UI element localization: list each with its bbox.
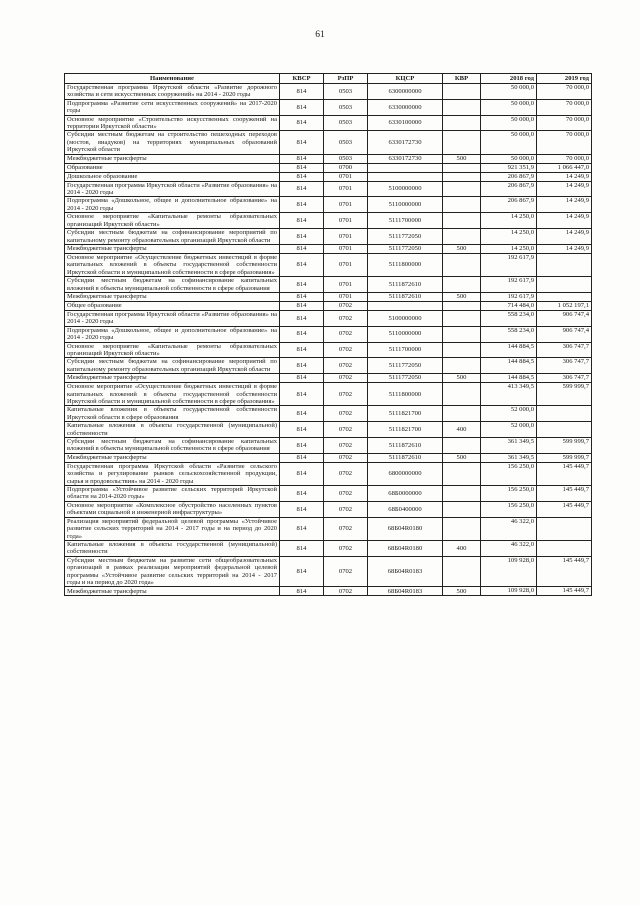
cell-year-2019: 145 449,7 xyxy=(537,556,592,587)
cell-name: Капитальные вложения в объекты государственной (муниципальной) собственности xyxy=(65,422,280,438)
cell-kvsr: 814 xyxy=(280,301,324,310)
cell-kvr xyxy=(443,197,481,213)
table-row xyxy=(65,310,592,326)
cell-kcsr: 5100000000 xyxy=(368,181,443,197)
cell-rzpr: 0702 xyxy=(324,301,368,310)
cell-year-2019 xyxy=(537,277,592,293)
cell-kvr xyxy=(443,358,481,374)
cell-name: Государственная программа Иркутской области «Развитие сельского хозяйства и регулирование рынков сельскохозяйственной продукции, сырья и продовольствия» на 2014 - 2020 годы xyxy=(65,462,280,485)
cell-name: Государственная программа Иркутской области «Развитие дорожного хозяйства и сети искусственных сооружений» на 2014 - 2020 годы xyxy=(65,84,280,100)
table-row xyxy=(65,438,592,454)
cell-name: Основное мероприятие «Капитальные ремонты образовательных организаций Иркутской области» xyxy=(65,213,280,229)
cell-kcsr: 5111772050 xyxy=(368,374,443,383)
cell-year-2019: 14 249,9 xyxy=(537,229,592,245)
cell-kcsr: 5111821700 xyxy=(368,422,443,438)
cell-kvsr: 814 xyxy=(280,181,324,197)
cell-name: Государственная программа Иркутской области «Развитие образования» на 2014 - 2020 годы xyxy=(65,181,280,197)
cell-kvr: 500 xyxy=(443,244,481,253)
cell-name: Субсидии местным бюджетам на софинансирование мероприятий по капитальному ремонту образовательных организаций Иркутской области xyxy=(65,229,280,245)
cell-kcsr: 68Б04R0183 xyxy=(368,587,443,596)
cell-kvsr: 814 xyxy=(280,253,324,276)
cell-name: Капитальные вложения в объекты государственной собственности Иркутской области в сфере образования xyxy=(65,406,280,422)
cell-rzpr: 0702 xyxy=(324,383,368,406)
cell-kvr xyxy=(443,486,481,502)
table-row xyxy=(65,462,592,485)
cell-year-2019: 145 449,7 xyxy=(537,462,592,485)
cell-rzpr: 0701 xyxy=(324,197,368,213)
cell-kvr xyxy=(443,253,481,276)
cell-kvr: 400 xyxy=(443,540,481,556)
cell-name: Субсидии местным бюджетам на софинансирование мероприятий по капитальному ремонту образовательных организаций Иркутской области xyxy=(65,358,280,374)
cell-kcsr: 5111800000 xyxy=(368,383,443,406)
cell-year-2019: 906 747,4 xyxy=(537,326,592,342)
table-row xyxy=(65,197,592,213)
cell-year-2018: 109 928,0 xyxy=(481,587,537,596)
cell-kvr xyxy=(443,163,481,172)
cell-year-2019: 70 000,0 xyxy=(537,84,592,100)
cell-rzpr: 0701 xyxy=(324,244,368,253)
header-name: Наименование xyxy=(65,74,280,84)
cell-year-2019: 599 999,7 xyxy=(537,453,592,462)
cell-year-2018: 206 867,9 xyxy=(481,172,537,181)
cell-kvr: 400 xyxy=(443,422,481,438)
cell-kvsr: 814 xyxy=(280,99,324,115)
cell-year-2019: 1 066 447,0 xyxy=(537,163,592,172)
cell-year-2019: 145 449,7 xyxy=(537,587,592,596)
cell-name: Межбюджетные трансферты xyxy=(65,374,280,383)
table-row xyxy=(65,540,592,556)
cell-year-2018: 50 000,0 xyxy=(481,115,537,131)
cell-year-2018: 921 351,9 xyxy=(481,163,537,172)
table-row xyxy=(65,172,592,181)
cell-year-2018: 558 234,0 xyxy=(481,310,537,326)
cell-name: Подпрограмма «Устойчивое развитие сельских территорий Иркутской области на 2014-2020 годы» xyxy=(65,486,280,502)
cell-kvr: 500 xyxy=(443,154,481,163)
cell-year-2018: 156 250,0 xyxy=(481,486,537,502)
cell-year-2018: 14 250,0 xyxy=(481,244,537,253)
cell-kvsr: 814 xyxy=(280,501,324,517)
table-row xyxy=(65,131,592,154)
budget-table xyxy=(64,73,592,596)
cell-year-2018: 144 884,5 xyxy=(481,374,537,383)
cell-name: Основное мероприятие «Осуществление бюджетных инвестиций в форме капитальных вложений в объекты государственной собственности Иркутской области и муниципальной собственности в сфере образования» xyxy=(65,383,280,406)
cell-kvr xyxy=(443,115,481,131)
cell-kvr: 500 xyxy=(443,374,481,383)
cell-year-2018: 206 867,9 xyxy=(481,181,537,197)
table-row xyxy=(65,342,592,358)
cell-kvsr: 814 xyxy=(280,277,324,293)
cell-kcsr: 5111872610 xyxy=(368,453,443,462)
cell-kvr xyxy=(443,556,481,587)
cell-kcsr xyxy=(368,172,443,181)
table-row xyxy=(65,587,592,596)
header-kvsr: КВСР xyxy=(280,74,324,84)
header-kcsr: КЦСР xyxy=(368,74,443,84)
cell-rzpr: 0702 xyxy=(324,326,368,342)
cell-year-2018: 413 349,5 xyxy=(481,383,537,406)
cell-kvr xyxy=(443,172,481,181)
cell-kcsr: 5111772050 xyxy=(368,229,443,245)
cell-year-2018: 144 884,5 xyxy=(481,342,537,358)
cell-kcsr: 5111821700 xyxy=(368,406,443,422)
table-row xyxy=(65,453,592,462)
table-row xyxy=(65,517,592,540)
cell-kvsr: 814 xyxy=(280,244,324,253)
cell-rzpr: 0701 xyxy=(324,213,368,229)
table-row xyxy=(65,406,592,422)
table-row xyxy=(65,115,592,131)
cell-kvsr: 814 xyxy=(280,131,324,154)
cell-rzpr: 0702 xyxy=(324,342,368,358)
cell-year-2019: 145 449,7 xyxy=(537,486,592,502)
cell-kcsr: 5111800000 xyxy=(368,253,443,276)
cell-name: Межбюджетные трансферты xyxy=(65,292,280,301)
cell-name: Дошкольное образование xyxy=(65,172,280,181)
table-row xyxy=(65,422,592,438)
cell-rzpr: 0503 xyxy=(324,99,368,115)
cell-year-2019: 906 747,4 xyxy=(537,310,592,326)
cell-rzpr: 0503 xyxy=(324,131,368,154)
cell-kvr xyxy=(443,462,481,485)
cell-rzpr: 0702 xyxy=(324,310,368,326)
table-row xyxy=(65,277,592,293)
cell-kcsr: 5111872610 xyxy=(368,277,443,293)
cell-name: Реализация мероприятий федеральной целевой программы «Устойчивое развитие сельских территорий на 2014 - 2017 годы и на период до 2020 года» xyxy=(65,517,280,540)
cell-year-2018: 52 000,0 xyxy=(481,406,537,422)
cell-name: Государственная программа Иркутской области «Развитие образования» на 2014 - 2020 годы xyxy=(65,310,280,326)
table-row xyxy=(65,84,592,100)
cell-rzpr: 0702 xyxy=(324,406,368,422)
cell-year-2018: 46 322,0 xyxy=(481,540,537,556)
cell-year-2018: 361 349,5 xyxy=(481,438,537,454)
cell-kvr xyxy=(443,517,481,540)
cell-kcsr: 68Б04R0180 xyxy=(368,517,443,540)
cell-year-2019 xyxy=(537,406,592,422)
cell-year-2019: 1 052 197,1 xyxy=(537,301,592,310)
table-row xyxy=(65,253,592,276)
cell-kvr xyxy=(443,213,481,229)
cell-kcsr: 6330100000 xyxy=(368,115,443,131)
cell-year-2019 xyxy=(537,253,592,276)
cell-kvr: 500 xyxy=(443,453,481,462)
cell-rzpr: 0503 xyxy=(324,115,368,131)
cell-kvsr: 814 xyxy=(280,292,324,301)
cell-kvr xyxy=(443,84,481,100)
cell-kvsr: 814 xyxy=(280,383,324,406)
cell-rzpr: 0503 xyxy=(324,154,368,163)
cell-name: Межбюджетные трансферты xyxy=(65,587,280,596)
cell-year-2019: 70 000,0 xyxy=(537,154,592,163)
cell-year-2018: 46 322,0 xyxy=(481,517,537,540)
cell-kvr xyxy=(443,99,481,115)
cell-kcsr: 5110000000 xyxy=(368,326,443,342)
cell-year-2019: 145 449,7 xyxy=(537,501,592,517)
cell-kcsr: 5111700000 xyxy=(368,342,443,358)
cell-rzpr: 0701 xyxy=(324,292,368,301)
cell-year-2019: 70 000,0 xyxy=(537,131,592,154)
cell-kvsr: 814 xyxy=(280,462,324,485)
cell-kvsr: 814 xyxy=(280,556,324,587)
table-row xyxy=(65,244,592,253)
cell-name: Субсидии местным бюджетам на развитие сети общеобразовательных организаций в рамках реализации мероприятий федеральной целевой программы «Устойчивое развитие сельских территорий на 2014 - 2017 годы и на период до 2020 года» xyxy=(65,556,280,587)
table-row xyxy=(65,486,592,502)
cell-kcsr: 6330000000 xyxy=(368,99,443,115)
cell-rzpr: 0702 xyxy=(324,486,368,502)
cell-name: Капитальные вложения в объекты государственной (муниципальной) собственности xyxy=(65,540,280,556)
cell-year-2018: 156 250,0 xyxy=(481,501,537,517)
cell-kvr: 500 xyxy=(443,587,481,596)
cell-kvsr: 814 xyxy=(280,197,324,213)
table-row xyxy=(65,181,592,197)
cell-kcsr: 5111772050 xyxy=(368,244,443,253)
cell-kvr xyxy=(443,501,481,517)
cell-kcsr xyxy=(368,301,443,310)
cell-year-2018: 558 234,0 xyxy=(481,326,537,342)
table-row xyxy=(65,556,592,587)
cell-name: Межбюджетные трансферты xyxy=(65,453,280,462)
cell-kcsr xyxy=(368,163,443,172)
cell-year-2018: 50 000,0 xyxy=(481,154,537,163)
cell-rzpr: 0702 xyxy=(324,556,368,587)
cell-year-2018: 109 928,0 xyxy=(481,556,537,587)
cell-kcsr: 68Б04R0180 xyxy=(368,540,443,556)
cell-rzpr: 0702 xyxy=(324,501,368,517)
cell-rzpr: 0701 xyxy=(324,253,368,276)
cell-year-2018: 50 000,0 xyxy=(481,84,537,100)
cell-year-2018: 192 617,9 xyxy=(481,253,537,276)
table-row xyxy=(65,383,592,406)
cell-kvsr: 814 xyxy=(280,453,324,462)
cell-year-2018: 14 250,0 xyxy=(481,229,537,245)
cell-year-2018: 144 884,5 xyxy=(481,358,537,374)
header-year-2019: 2019 год xyxy=(537,74,592,84)
cell-name: Субсидии местным бюджетам на софинансирование капитальных вложений в объекты муниципальной собственности в сфере образования xyxy=(65,277,280,293)
cell-kvsr: 814 xyxy=(280,213,324,229)
cell-kvsr: 814 xyxy=(280,486,324,502)
cell-name: Основное мероприятие «Строительство искусственных сооружений на территории Иркутской области» xyxy=(65,115,280,131)
cell-rzpr: 0700 xyxy=(324,163,368,172)
cell-name: Основное мероприятие «Комплексное обустройство населенных пунктов объектами социальной и инженерной инфраструктуры» xyxy=(65,501,280,517)
cell-rzpr: 0701 xyxy=(324,181,368,197)
cell-kvsr: 814 xyxy=(280,229,324,245)
cell-kvsr: 814 xyxy=(280,438,324,454)
cell-kvsr: 814 xyxy=(280,172,324,181)
cell-year-2018: 156 250,0 xyxy=(481,462,537,485)
cell-year-2019 xyxy=(537,292,592,301)
cell-kvsr: 814 xyxy=(280,84,324,100)
cell-year-2018: 192 617,9 xyxy=(481,292,537,301)
cell-year-2018: 361 349,5 xyxy=(481,453,537,462)
cell-year-2019: 14 249,9 xyxy=(537,181,592,197)
cell-kvr xyxy=(443,277,481,293)
cell-rzpr: 0701 xyxy=(324,277,368,293)
cell-name: Субсидии местным бюджетам на строительство пешеходных переходов (мостов, виадуков) на территориях муниципальных образований Иркутской области xyxy=(65,131,280,154)
cell-name: Основное мероприятие «Капитальные ремонты образовательных организаций Иркутской области» xyxy=(65,342,280,358)
cell-kvsr: 814 xyxy=(280,326,324,342)
cell-year-2019: 14 249,9 xyxy=(537,172,592,181)
cell-rzpr: 0702 xyxy=(324,374,368,383)
table-row xyxy=(65,154,592,163)
cell-rzpr: 0702 xyxy=(324,587,368,596)
cell-kvr xyxy=(443,301,481,310)
cell-kvsr: 814 xyxy=(280,163,324,172)
cell-year-2018: 714 484,0 xyxy=(481,301,537,310)
cell-rzpr: 0701 xyxy=(324,229,368,245)
cell-kvr xyxy=(443,383,481,406)
cell-kvsr: 814 xyxy=(280,406,324,422)
cell-year-2019: 306 747,7 xyxy=(537,342,592,358)
table-body xyxy=(65,84,592,596)
cell-kcsr: 68Б0400000 xyxy=(368,501,443,517)
cell-kvsr: 814 xyxy=(280,358,324,374)
cell-rzpr: 0702 xyxy=(324,517,368,540)
cell-kcsr: 6800000000 xyxy=(368,462,443,485)
cell-kvsr: 814 xyxy=(280,374,324,383)
cell-kcsr: 5111772050 xyxy=(368,358,443,374)
cell-kcsr: 5100000000 xyxy=(368,310,443,326)
cell-kvr xyxy=(443,229,481,245)
cell-year-2019: 70 000,0 xyxy=(537,115,592,131)
cell-kvr xyxy=(443,438,481,454)
cell-year-2019 xyxy=(537,540,592,556)
table-row xyxy=(65,501,592,517)
cell-year-2019: 70 000,0 xyxy=(537,99,592,115)
cell-name: Подпрограмма «Дошкольное, общее и дополнительное образование» на 2014 - 2020 годы xyxy=(65,197,280,213)
cell-year-2018: 14 250,0 xyxy=(481,213,537,229)
cell-year-2019: 599 999,7 xyxy=(537,383,592,406)
cell-kvsr: 814 xyxy=(280,540,324,556)
table-row xyxy=(65,301,592,310)
table-row xyxy=(65,292,592,301)
cell-kvr xyxy=(443,342,481,358)
cell-year-2018: 50 000,0 xyxy=(481,99,537,115)
header-year-2018: 2018 год xyxy=(481,74,537,84)
cell-kcsr: 5111872610 xyxy=(368,438,443,454)
cell-name: Межбюджетные трансферты xyxy=(65,244,280,253)
cell-kcsr: 5111700000 xyxy=(368,213,443,229)
cell-name: Основное мероприятие «Осуществление бюджетных инвестиций в форме капитальных вложений в объекты государственной собственности Иркутской области и муниципальной собственности в сфере образования» xyxy=(65,253,280,276)
cell-kvr xyxy=(443,181,481,197)
cell-rzpr: 0702 xyxy=(324,462,368,485)
cell-year-2019: 14 249,9 xyxy=(537,197,592,213)
cell-rzpr: 0702 xyxy=(324,438,368,454)
cell-year-2019: 14 249,9 xyxy=(537,244,592,253)
cell-kcsr: 68Б0000000 xyxy=(368,486,443,502)
cell-rzpr: 0503 xyxy=(324,84,368,100)
cell-kvsr: 814 xyxy=(280,587,324,596)
cell-year-2019: 599 999,7 xyxy=(537,438,592,454)
cell-year-2019: 306 747,7 xyxy=(537,358,592,374)
table-header-row xyxy=(65,74,592,84)
cell-year-2019: 306 747,7 xyxy=(537,374,592,383)
table-row xyxy=(65,326,592,342)
cell-rzpr: 0702 xyxy=(324,453,368,462)
table-row xyxy=(65,99,592,115)
cell-rzpr: 0702 xyxy=(324,422,368,438)
cell-rzpr: 0702 xyxy=(324,540,368,556)
table-row xyxy=(65,374,592,383)
cell-kvr xyxy=(443,131,481,154)
cell-rzpr: 0702 xyxy=(324,358,368,374)
cell-kcsr: 6300000000 xyxy=(368,84,443,100)
cell-year-2018: 50 000,0 xyxy=(481,131,537,154)
cell-kcsr: 5110000000 xyxy=(368,197,443,213)
page-number: 61 xyxy=(315,30,325,40)
cell-year-2018: 52 000,0 xyxy=(481,422,537,438)
cell-kvr xyxy=(443,310,481,326)
cell-name: Межбюджетные трансферты xyxy=(65,154,280,163)
cell-name: Образование xyxy=(65,163,280,172)
cell-name: Общее образование xyxy=(65,301,280,310)
cell-year-2019 xyxy=(537,517,592,540)
cell-kvsr: 814 xyxy=(280,517,324,540)
cell-year-2018: 206 867,9 xyxy=(481,197,537,213)
cell-kvr xyxy=(443,406,481,422)
cell-kcsr: 6330172730 xyxy=(368,131,443,154)
cell-year-2019: 14 249,9 xyxy=(537,213,592,229)
table-row xyxy=(65,229,592,245)
cell-kvsr: 814 xyxy=(280,310,324,326)
cell-kcsr: 6330172730 xyxy=(368,154,443,163)
table-row xyxy=(65,163,592,172)
cell-kvsr: 814 xyxy=(280,115,324,131)
cell-kvsr: 814 xyxy=(280,422,324,438)
table-row xyxy=(65,358,592,374)
cell-name: Субсидии местным бюджетам на софинансирование капитальных вложений в объекты муниципальной собственности в сфере образования xyxy=(65,438,280,454)
header-kvr: КВР xyxy=(443,74,481,84)
cell-kvsr: 814 xyxy=(280,154,324,163)
cell-name: Подпрограмма «Дошкольное, общее и дополнительное образование» на 2014 - 2020 годы xyxy=(65,326,280,342)
table-row xyxy=(65,213,592,229)
cell-kvr: 500 xyxy=(443,292,481,301)
header-rzpr: РзПР xyxy=(324,74,368,84)
cell-kcsr: 5111872610 xyxy=(368,292,443,301)
cell-year-2019 xyxy=(537,422,592,438)
cell-kcsr: 68Б04R0183 xyxy=(368,556,443,587)
cell-year-2018: 192 617,9 xyxy=(481,277,537,293)
cell-rzpr: 0701 xyxy=(324,172,368,181)
cell-kvr xyxy=(443,326,481,342)
cell-name: Подпрограмма «Развитие сети искусственных сооружений» на 2017-2020 годы xyxy=(65,99,280,115)
cell-kvsr: 814 xyxy=(280,342,324,358)
